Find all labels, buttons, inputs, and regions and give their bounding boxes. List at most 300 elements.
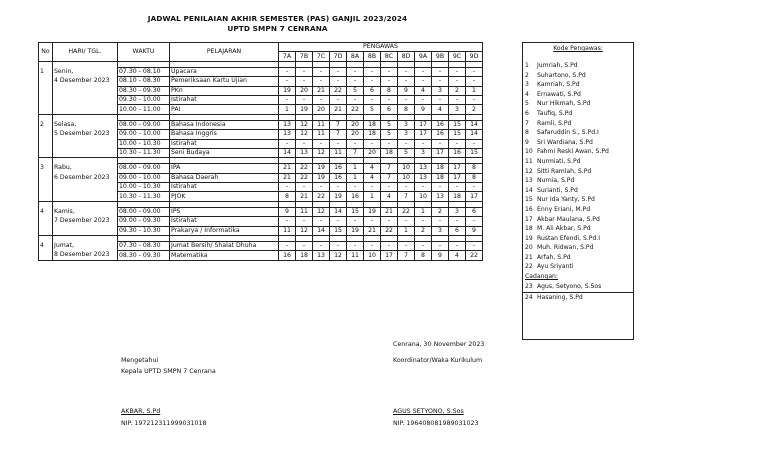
day-cell (53, 226, 118, 235)
supervisor-code-cell: 15 (466, 148, 483, 157)
supervisor-number: 19 (525, 234, 533, 242)
supervisor-code-cell: 22 (330, 86, 347, 95)
supervisor-code-cell: 12 (296, 226, 313, 235)
supervisor-number: 22 (525, 263, 533, 271)
supervisor-code-cell: - (364, 95, 381, 104)
supervisor-code-cell: 9 (279, 207, 296, 216)
time-cell: 08.00 - 09.00 (118, 120, 170, 129)
supervisor-code-cell: 10 (398, 173, 415, 182)
supervisor-code-cell: 1 (415, 207, 432, 216)
supervisor-code-cell: 11 (330, 148, 347, 157)
day-number (39, 130, 53, 139)
day-number (39, 139, 53, 148)
supervisor-code-cell: - (279, 95, 296, 104)
supervisor-code-cell: 7 (381, 164, 398, 173)
supervisor-item (523, 253, 633, 263)
supervisor-code-cell: - (432, 139, 449, 148)
signature-right-nip: NIP. 196408081989031023 (393, 420, 479, 427)
time-cell: 10.30 - 11.30 (118, 192, 170, 201)
subject-cell: Matematika (170, 251, 279, 260)
document-title: JADWAL PENILAIAN AKHIR SEMESTER (PAS) GANJIL 2023/2024 (147, 14, 408, 23)
class-header-9B: 9B (432, 52, 449, 61)
supervisor-code-cell: - (296, 77, 313, 86)
supervisor-code-cell: 13 (279, 120, 296, 129)
reserve-item (523, 292, 633, 303)
supervisor-code-cell: - (432, 95, 449, 104)
supervisor-code-cell: 16 (330, 173, 347, 182)
subject-cell: IPA (170, 164, 279, 173)
supervisor-item (523, 128, 633, 138)
subject-cell: Bahasa Daerah (170, 173, 279, 182)
supervisor-code-cell: - (330, 139, 347, 148)
supervisor-code-cell: - (415, 67, 432, 76)
subject-cell: Istirahat (170, 95, 279, 104)
supervisor-code-cell: 7 (398, 251, 415, 260)
supervisor-code-cell: 12 (296, 130, 313, 139)
supervisor-code-cell: 22 (313, 192, 330, 201)
supervisor-code-cell: 9 (398, 86, 415, 95)
supervisor-code-cell: 6 (449, 226, 466, 235)
subject-cell: Upacara (170, 67, 279, 76)
time-cell: 09.00 - 09.30 (118, 217, 170, 226)
supervisor-code-cell: 10 (398, 164, 415, 173)
supervisor-code-cell: 4 (381, 192, 398, 201)
schedule-row (39, 251, 483, 260)
supervisor-code-cell: 22 (398, 207, 415, 216)
supervisor-code-cell: 22 (296, 164, 313, 173)
supervisor-code-header: Kode Pengawas: (553, 45, 603, 52)
class-header-8B: 8B (364, 52, 381, 61)
schedule-table (38, 42, 483, 261)
supervisor-number: 15 (525, 196, 533, 204)
subject-cell: PAI (170, 105, 279, 114)
supervisor-code-cell: 21 (279, 164, 296, 173)
supervisor-name: Nur Ida Yanty, S.Pd (537, 196, 595, 204)
supervisor-code-cell: - (330, 217, 347, 226)
supervisor-number: 3 (525, 81, 529, 89)
supervisor-code-cell: 11 (279, 226, 296, 235)
schedule-row (39, 217, 483, 226)
class-header-7A: 7A (279, 52, 296, 61)
supervisor-code-cell: 17 (449, 164, 466, 173)
supervisor-code-cell: 13 (296, 148, 313, 157)
supervisor-code-box (522, 42, 634, 340)
supervisor-item (523, 262, 633, 272)
supervisor-code-cell: 9 (466, 226, 483, 235)
supervisor-code-cell: - (381, 183, 398, 192)
supervisor-code-cell: - (313, 67, 330, 76)
supervisor-name: Nur Hikmah, S.Pd (537, 100, 591, 108)
supervisor-code-cell: 19 (364, 207, 381, 216)
supervisor-code-cell: 8 (279, 192, 296, 201)
schedule-row (39, 67, 483, 76)
supervisor-code-cell: 4 (432, 105, 449, 114)
supervisor-code-cell: 21 (330, 105, 347, 114)
supervisor-code-cell: - (398, 183, 415, 192)
supervisor-name: Sri Wardiana, S.Pd (537, 138, 593, 146)
supervisor-code-cell: - (296, 95, 313, 104)
day-cell (53, 139, 118, 148)
schedule-row (39, 86, 483, 95)
time-cell: 08.10 - 08.30 (118, 77, 170, 86)
supervisor-number: 9 (525, 138, 529, 146)
supervisor-code-cell: 7 (381, 173, 398, 182)
day-number (39, 192, 53, 201)
supervisor-code-cell: 1 (364, 192, 381, 201)
supervisor-code-cell: 2 (449, 86, 466, 95)
supervisor-code-cell: 12 (313, 207, 330, 216)
class-header-9D: 9D (466, 52, 483, 61)
supervisor-code-cell: 3 (398, 130, 415, 139)
signature-left-line2: Kepala UPTD SMPN 7 Cenrana (121, 368, 216, 375)
supervisor-code-cell: 17 (381, 251, 398, 260)
class-header-9A: 9A (415, 52, 432, 61)
supervisor-code-cell: 19 (279, 86, 296, 95)
supervisor-code-cell: 14 (279, 148, 296, 157)
supervisor-name: Taufiq, S.Pd (537, 109, 573, 117)
supervisor-name: Jumriah, S.Pd (537, 62, 578, 69)
day-number: 3 (39, 164, 53, 173)
supervisor-item (523, 205, 633, 215)
day-date: 5 Desember 2023 (53, 130, 118, 139)
supervisor-number: 12 (525, 167, 533, 175)
subject-cell: Pemeriksaan Kartu Ujian (170, 77, 279, 86)
supervisor-item (523, 195, 633, 205)
signature-left-line1: Mengetahui (121, 357, 159, 364)
supervisor-code-cell: 20 (347, 130, 364, 139)
supervisor-name: Rustan Efendi, S.Pd.I (537, 234, 601, 242)
schedule-row (39, 173, 483, 182)
supervisor-code-cell: - (381, 67, 398, 76)
supervisor-code-cell: 3 (398, 120, 415, 129)
subject-cell: Istirahat (170, 183, 279, 192)
supervisor-code-cell: 4 (364, 164, 381, 173)
supervisor-code-cell: 21 (313, 86, 330, 95)
col-supervisor-header: PENGAWAS (279, 43, 483, 52)
supervisor-code-cell: 8 (398, 105, 415, 114)
supervisor-code-cell: 15 (449, 130, 466, 139)
subject-cell: Istirahat (170, 217, 279, 226)
supervisor-number: 5 (525, 100, 529, 108)
time-cell: 09.00 - 10.00 (118, 173, 170, 182)
supervisor-code-cell: - (347, 217, 364, 226)
supervisor-code-cell: 15 (330, 226, 347, 235)
supervisor-item (523, 176, 633, 186)
supervisor-code-cell: - (279, 242, 296, 251)
supervisor-code-cell: 6 (364, 86, 381, 95)
time-cell: 08.30 - 09.30 (118, 86, 170, 95)
supervisor-code-cell: 6 (466, 207, 483, 216)
header-row (39, 43, 483, 52)
supervisor-code-cell: - (466, 95, 483, 104)
supervisor-item (523, 61, 633, 71)
supervisor-code-cell: - (347, 67, 364, 76)
reserve-name: Hasaning, S.Pd (537, 294, 583, 302)
supervisor-code-cell: 4 (364, 173, 381, 182)
supervisor-code-cell: - (296, 183, 313, 192)
supervisor-code-cell: - (364, 67, 381, 76)
supervisor-code-cell: 9 (415, 105, 432, 114)
day-cell (53, 148, 118, 157)
supervisor-code-cell: - (432, 67, 449, 76)
supervisor-name: Suhartono, S.Pd (537, 71, 586, 79)
day-name: Senin, (53, 67, 118, 76)
supervisor-code-cell: 7 (330, 130, 347, 139)
supervisor-code-cell: - (347, 95, 364, 104)
supervisor-code-cell: 1 (466, 86, 483, 95)
day-number (39, 173, 53, 182)
supervisor-code-cell: - (330, 67, 347, 76)
time-cell: 07.30 - 08.30 (118, 242, 170, 251)
time-cell: 10.30 - 11.30 (118, 148, 170, 157)
supervisor-number: 14 (525, 186, 533, 194)
day-number (39, 226, 53, 235)
supervisor-code-cell: - (381, 242, 398, 251)
supervisor-code-cell: - (398, 242, 415, 251)
supervisor-code-cell: 3 (449, 105, 466, 114)
signature-right-role: Koordinator/Waka Kurikulum (393, 357, 483, 364)
supervisor-number: 18 (525, 225, 533, 233)
supervisor-code-cell: 13 (313, 251, 330, 260)
supervisor-code-cell: - (466, 77, 483, 86)
supervisor-code-cell: - (330, 183, 347, 192)
col-no-header: No (39, 43, 53, 62)
day-name: Selasa, (53, 120, 118, 129)
subject-cell: Jumat Bersih/ Shalat Dhuha (170, 242, 279, 251)
reserve-list (523, 282, 633, 303)
supervisor-code-cell: - (466, 217, 483, 226)
supervisor-code-cell: - (364, 139, 381, 148)
supervisor-code-cell: 1 (398, 226, 415, 235)
supervisor-code-cell: 10 (415, 192, 432, 201)
supervisor-code-cell: 6 (381, 105, 398, 114)
supervisor-code-cell: - (330, 242, 347, 251)
supervisor-number: 8 (525, 129, 529, 137)
supervisor-number: 16 (525, 205, 533, 213)
supervisor-number: 7 (525, 119, 529, 127)
supervisor-code-cell: - (279, 77, 296, 86)
supervisor-code-cell: 19 (330, 192, 347, 201)
supervisor-code-cell: 5 (398, 148, 415, 157)
supervisor-code-cell: 21 (381, 207, 398, 216)
supervisor-item (523, 90, 633, 100)
supervisor-code-cell: - (415, 77, 432, 86)
supervisor-code-cell: - (432, 242, 449, 251)
day-name: Kamis, (53, 207, 118, 216)
day-number (39, 77, 53, 86)
supervisor-code-cell: 10 (364, 251, 381, 260)
supervisor-code-cell: 13 (415, 164, 432, 173)
supervisor-code-cell: - (449, 217, 466, 226)
supervisor-item (523, 80, 633, 90)
supervisor-code-cell: 20 (347, 120, 364, 129)
schedule-row (39, 192, 483, 201)
supervisor-code-cell: - (449, 242, 466, 251)
supervisor-item (523, 147, 633, 157)
day-number: 4 (39, 242, 53, 251)
supervisor-code-cell: 13 (279, 130, 296, 139)
supervisor-code-cell: 14 (330, 207, 347, 216)
supervisor-code-cell: 11 (296, 207, 313, 216)
supervisor-code-cell: 12 (313, 148, 330, 157)
supervisor-code-cell: - (347, 77, 364, 86)
supervisor-code-cell: - (330, 77, 347, 86)
supervisor-code-cell: - (381, 95, 398, 104)
supervisor-code-cell: 18 (296, 251, 313, 260)
supervisor-item (523, 234, 633, 244)
supervisor-code-cell: - (279, 139, 296, 148)
supervisor-number: 13 (525, 177, 533, 185)
school-name: UPTD SMPN 7 CENRANA (227, 24, 328, 33)
supervisor-name: Nurnia, S.Pd (537, 177, 575, 185)
supervisor-list (523, 61, 633, 272)
schedule-row (39, 242, 483, 251)
supervisor-code-cell: 17 (432, 148, 449, 157)
time-cell: 08.00 - 09.00 (118, 164, 170, 173)
supervisor-code-cell: 16 (330, 164, 347, 173)
schedule-row (39, 207, 483, 216)
supervisor-code-cell: 17 (449, 173, 466, 182)
subject-cell: Bahasa Inggris (170, 130, 279, 139)
supervisor-code-cell: - (432, 217, 449, 226)
time-cell: 09.30 - 10.00 (118, 95, 170, 104)
day-name: Jumat, (53, 242, 118, 251)
supervisor-item (523, 224, 633, 234)
supervisor-code-cell: - (466, 139, 483, 148)
supervisor-code-cell: 20 (296, 86, 313, 95)
supervisor-code-cell: 2 (466, 105, 483, 114)
time-cell: 07.30 - 08.10 (118, 67, 170, 76)
supervisor-code-cell: 20 (313, 105, 330, 114)
reserve-number: 24 (525, 294, 533, 302)
subject-cell: PJOK (170, 192, 279, 201)
signature-left-nip: NIP. 197212311999031018 (121, 420, 207, 427)
schedule-row (39, 139, 483, 148)
day-name: Rabu, (53, 164, 118, 173)
supervisor-code-cell: 16 (432, 130, 449, 139)
supervisor-code-cell: 1 (347, 173, 364, 182)
supervisor-code-cell: 21 (296, 192, 313, 201)
day-date: 7 Desember 2023 (53, 217, 118, 226)
supervisor-code-cell: 9 (432, 251, 449, 260)
supervisor-code-cell: - (347, 242, 364, 251)
time-cell: 10.00 - 10.30 (118, 183, 170, 192)
supervisor-code-cell: 4 (449, 251, 466, 260)
supervisor-item (523, 99, 633, 109)
supervisor-code-cell: 13 (415, 173, 432, 182)
supervisor-code-cell: - (313, 183, 330, 192)
supervisor-number: 21 (525, 253, 533, 261)
supervisor-code-cell: 14 (313, 226, 330, 235)
supervisor-code-cell: - (432, 183, 449, 192)
supervisor-code-cell: 19 (347, 226, 364, 235)
schedule-row (39, 164, 483, 173)
subject-cell: Istirahat (170, 139, 279, 148)
supervisor-number: 6 (525, 109, 529, 117)
supervisor-code-cell: 1 (347, 164, 364, 173)
supervisor-code-cell: 18 (364, 120, 381, 129)
supervisor-code-cell: 5 (364, 105, 381, 114)
supervisor-number: 10 (525, 148, 533, 156)
supervisor-code-cell: - (398, 77, 415, 86)
subject-cell: Bahasa Indonesia (170, 120, 279, 129)
supervisor-name: Ayu Sriyanti (537, 263, 574, 271)
supervisor-number: 1 (525, 62, 529, 69)
schedule-row (39, 120, 483, 129)
class-header-8A: 8A (347, 52, 364, 61)
supervisor-name: Ernawati, S.Pd (537, 90, 581, 98)
supervisor-code-cell: 13 (432, 192, 449, 201)
supervisor-name: Enny Eriani, M.Pd (537, 205, 591, 213)
day-date: 4 Desember 2023 (53, 77, 118, 86)
time-cell: 09.30 - 10.30 (118, 226, 170, 235)
supervisor-code-cell: 8 (466, 173, 483, 182)
supervisor-item (523, 71, 633, 81)
supervisor-name: Sitti Ramlah, S.Pd (537, 167, 592, 175)
schedule-row (39, 226, 483, 235)
day-number (39, 148, 53, 157)
supervisor-code-cell: - (449, 95, 466, 104)
supervisor-name: Muh. Ridwan, S.Pd (537, 244, 594, 252)
supervisor-code-cell: - (279, 217, 296, 226)
subject-cell: IPS (170, 207, 279, 216)
supervisor-code-cell: 16 (432, 120, 449, 129)
supervisor-code-cell: - (466, 183, 483, 192)
supervisor-code-cell: 19 (313, 173, 330, 182)
schedule-row (39, 77, 483, 86)
subject-cell: PKn (170, 86, 279, 95)
supervisor-code-cell: 21 (279, 173, 296, 182)
supervisor-code-cell: - (296, 242, 313, 251)
supervisor-name: Arfah, S.Pd (537, 253, 571, 261)
supervisor-name: M. Ali Akbar, S.Pd (537, 225, 591, 233)
supervisor-code-cell: 16 (449, 148, 466, 157)
day-cell (53, 192, 118, 201)
schedule-row (39, 130, 483, 139)
supervisor-code-cell: 16 (347, 192, 364, 201)
supervisor-code-cell: - (330, 95, 347, 104)
time-cell: 10.00 - 10.30 (118, 139, 170, 148)
supervisor-code-cell: - (432, 77, 449, 86)
supervisor-code-cell: 19 (313, 164, 330, 173)
day-date: 6 Desember 2023 (53, 173, 118, 182)
supervisor-code-cell: 3 (415, 148, 432, 157)
supervisor-name: Nurmiati, S.Pd (537, 157, 581, 165)
supervisor-code-cell: - (381, 139, 398, 148)
supervisor-code-cell: 7 (347, 148, 364, 157)
day-cell (53, 183, 118, 192)
supervisor-code-cell: - (415, 95, 432, 104)
supervisor-code-cell: 7 (330, 120, 347, 129)
supervisor-code-cell: - (415, 217, 432, 226)
supervisor-number: 4 (525, 90, 529, 98)
time-cell: 08.00 - 09.00 (118, 207, 170, 216)
supervisor-code-cell: 22 (381, 226, 398, 235)
schedule-row (39, 95, 483, 104)
class-header-8C: 8C (381, 52, 398, 61)
supervisor-code-cell: 11 (313, 120, 330, 129)
supervisor-item (523, 119, 633, 129)
supervisor-code-cell: - (279, 67, 296, 76)
supervisor-number: 20 (525, 244, 533, 252)
supervisor-code-cell: - (466, 242, 483, 251)
supervisor-code-cell: 4 (415, 86, 432, 95)
day-number (39, 105, 53, 114)
supervisor-code-cell: - (364, 242, 381, 251)
supervisor-code-cell: - (381, 77, 398, 86)
col-subject-header: PELAJARAN (170, 43, 279, 62)
supervisor-code-cell: 20 (364, 148, 381, 157)
